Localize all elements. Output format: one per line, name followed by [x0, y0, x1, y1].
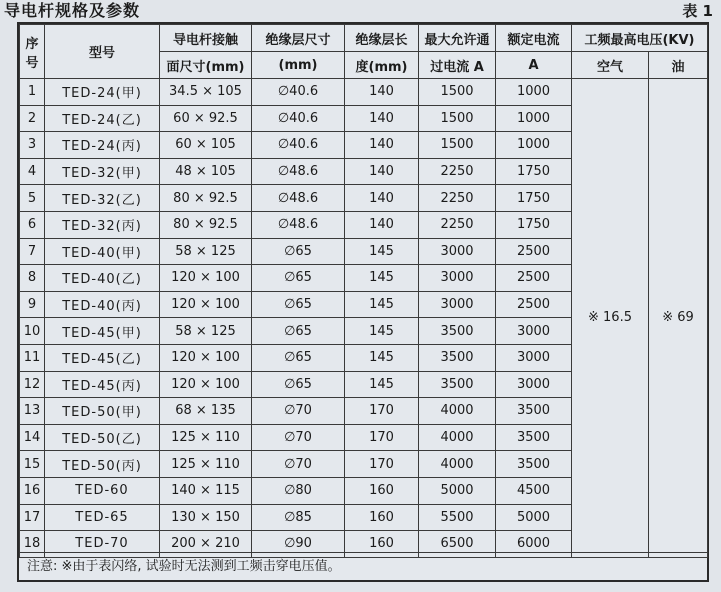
table-body: [20, 79, 708, 558]
cell-insulation-length: 140: [345, 79, 419, 106]
cell-rated-current: 2500: [496, 265, 572, 292]
cell-model: TED-65: [45, 504, 160, 531]
cell-max-current: 5000: [419, 477, 496, 504]
cell-seq: 3: [20, 132, 45, 159]
cell-contact-size: 80 × 92.5: [160, 185, 252, 212]
cell-insulation-size: ∅65: [252, 238, 345, 265]
cell-max-current: 3000: [419, 265, 496, 292]
cell-model: TED-50(甲): [45, 398, 160, 425]
cell-seq: 4: [20, 158, 45, 185]
spec-table-frame: [17, 22, 709, 582]
cell-model: TED-70: [45, 531, 160, 558]
cell-model: TED-45(丙): [45, 371, 160, 398]
cell-insulation-length: 170: [345, 424, 419, 451]
cell-rated-current: 1750: [496, 185, 572, 212]
cell-contact-size: 130 × 150: [160, 504, 252, 531]
cell-insulation-length: 145: [345, 291, 419, 318]
cell-insulation-length: 145: [345, 344, 419, 371]
spec-table: [19, 24, 708, 558]
cell-insulation-size: ∅85: [252, 504, 345, 531]
cell-model: TED-60: [45, 477, 160, 504]
cell-seq: 5: [20, 185, 45, 212]
cell-insulation-size: ∅65: [252, 291, 345, 318]
cell-insulation-size: ∅48.6: [252, 211, 345, 238]
cell-contact-size: 60 × 92.5: [160, 105, 252, 132]
table-header: [20, 25, 708, 79]
cell-max-current: 3500: [419, 344, 496, 371]
cell-seq: 1: [20, 79, 45, 106]
cell-rated-current: 1000: [496, 105, 572, 132]
cell-model: TED-24(甲): [45, 79, 160, 106]
cell-insulation-length: 160: [345, 477, 419, 504]
cell-max-current: 1500: [419, 79, 496, 106]
cell-insulation-size: ∅70: [252, 451, 345, 478]
cell-model: TED-40(甲): [45, 238, 160, 265]
cell-contact-size: 34.5 × 105: [160, 79, 252, 106]
cell-rated-current: 3500: [496, 398, 572, 425]
header-max-current-line1: 最大允许通: [419, 25, 496, 52]
cell-rated-current: 1000: [496, 79, 572, 106]
cell-contact-size: 120 × 100: [160, 371, 252, 398]
cell-model: TED-45(甲): [45, 318, 160, 345]
header-rated-current-line1: 额定电流: [496, 25, 572, 52]
cell-insulation-length: 170: [345, 398, 419, 425]
cell-insulation-length: 170: [345, 451, 419, 478]
cell-insulation-length: 140: [345, 158, 419, 185]
cell-rated-current: 3000: [496, 371, 572, 398]
cell-model: TED-32(乙): [45, 185, 160, 212]
cell-insulation-length: 160: [345, 531, 419, 558]
cell-seq: 6: [20, 211, 45, 238]
cell-insulation-size: ∅80: [252, 477, 345, 504]
cell-contact-size: 120 × 100: [160, 344, 252, 371]
cell-max-current: 1500: [419, 105, 496, 132]
cell-max-current: 3000: [419, 291, 496, 318]
cell-model: TED-32(甲): [45, 158, 160, 185]
cell-seq: 12: [20, 371, 45, 398]
cell-seq: 13: [20, 398, 45, 425]
cell-insulation-length: 140: [345, 105, 419, 132]
footnote: 注意: ※由于表闪络, 试验时无法测到工频击穿电压值。: [19, 552, 707, 580]
cell-voltage-oil: ※ 69: [649, 79, 708, 558]
cell-insulation-size: ∅40.6: [252, 79, 345, 106]
cell-contact-size: 58 × 125: [160, 318, 252, 345]
cell-max-current: 4000: [419, 424, 496, 451]
cell-contact-size: 125 × 110: [160, 424, 252, 451]
cell-rated-current: 3000: [496, 318, 572, 345]
cell-contact-size: 140 × 115: [160, 477, 252, 504]
cell-max-current: 2250: [419, 158, 496, 185]
header-voltage-group: 工频最高电压(KV): [572, 25, 708, 52]
cell-contact-size: 48 × 105: [160, 158, 252, 185]
header-seq-line2: 号: [25, 55, 39, 71]
table-number: 表 1: [682, 2, 713, 20]
cell-model: TED-24(丙): [45, 132, 160, 159]
cell-max-current: 3500: [419, 371, 496, 398]
header-seq-line1: 序: [25, 36, 39, 52]
cell-rated-current: 2500: [496, 238, 572, 265]
header-model: 型号: [45, 25, 160, 79]
cell-max-current: 3000: [419, 238, 496, 265]
cell-insulation-size: ∅65: [252, 371, 345, 398]
cell-seq: 7: [20, 238, 45, 265]
table-row: [20, 79, 708, 106]
cell-model: TED-50(丙): [45, 451, 160, 478]
cell-insulation-size: ∅48.6: [252, 158, 345, 185]
cell-model: TED-24(乙): [45, 105, 160, 132]
cell-max-current: 5500: [419, 504, 496, 531]
cell-seq: 17: [20, 504, 45, 531]
header-oil: 油: [649, 52, 708, 79]
cell-insulation-size: ∅65: [252, 318, 345, 345]
header-air: 空气: [572, 52, 649, 79]
cell-insulation-length: 140: [345, 185, 419, 212]
header-insulation-length-line2: 度(mm): [345, 52, 419, 79]
cell-max-current: 4000: [419, 398, 496, 425]
cell-contact-size: 58 × 125: [160, 238, 252, 265]
cell-seq: 16: [20, 477, 45, 504]
cell-insulation-size: ∅40.6: [252, 132, 345, 159]
cell-rated-current: 3000: [496, 344, 572, 371]
cell-seq: 8: [20, 265, 45, 292]
header-rated-current-line2: A: [496, 52, 572, 79]
cell-max-current: 3500: [419, 318, 496, 345]
cell-insulation-length: 140: [345, 211, 419, 238]
cell-rated-current: 1000: [496, 132, 572, 159]
header-contact-line1: 导电杆接触: [160, 25, 252, 52]
cell-insulation-length: 140: [345, 132, 419, 159]
cell-rated-current: 1750: [496, 158, 572, 185]
cell-rated-current: 6000: [496, 531, 572, 558]
cell-contact-size: 80 × 92.5: [160, 211, 252, 238]
cell-insulation-size: ∅90: [252, 531, 345, 558]
cell-insulation-size: ∅65: [252, 265, 345, 292]
cell-contact-size: 68 × 135: [160, 398, 252, 425]
cell-insulation-length: 160: [345, 504, 419, 531]
cell-model: TED-40(乙): [45, 265, 160, 292]
cell-rated-current: 4500: [496, 477, 572, 504]
cell-contact-size: 125 × 110: [160, 451, 252, 478]
cell-seq: 2: [20, 105, 45, 132]
cell-seq: 9: [20, 291, 45, 318]
header-max-current-line2: 过电流 A: [419, 52, 496, 79]
cell-rated-current: 1750: [496, 211, 572, 238]
cell-rated-current: 3500: [496, 424, 572, 451]
cell-insulation-size: ∅70: [252, 398, 345, 425]
cell-insulation-length: 145: [345, 265, 419, 292]
header-insulation-length-line1: 绝缘层长: [345, 25, 419, 52]
cell-contact-size: 120 × 100: [160, 291, 252, 318]
cell-rated-current: 5000: [496, 504, 572, 531]
cell-voltage-air: ※ 16.5: [572, 79, 649, 558]
cell-seq: 18: [20, 531, 45, 558]
cell-max-current: 6500: [419, 531, 496, 558]
cell-insulation-length: 145: [345, 371, 419, 398]
cell-contact-size: 60 × 105: [160, 132, 252, 159]
cell-seq: 14: [20, 424, 45, 451]
cell-max-current: 4000: [419, 451, 496, 478]
cell-seq: 15: [20, 451, 45, 478]
cell-max-current: 1500: [419, 132, 496, 159]
cell-insulation-length: 145: [345, 238, 419, 265]
cell-model: TED-40(丙): [45, 291, 160, 318]
cell-rated-current: 2500: [496, 291, 572, 318]
cell-model: TED-50(乙): [45, 424, 160, 451]
header-seq: [20, 25, 45, 79]
page-title: 导电杆规格及参数: [4, 1, 141, 20]
cell-contact-size: 200 × 210: [160, 531, 252, 558]
header-contact-line2: 面尺寸(mm): [160, 52, 252, 79]
cell-contact-size: 120 × 100: [160, 265, 252, 292]
cell-insulation-size: ∅65: [252, 344, 345, 371]
header-insulation-size-line2: (mm): [252, 52, 345, 79]
cell-insulation-length: 145: [345, 318, 419, 345]
cell-model: TED-32(丙): [45, 211, 160, 238]
cell-max-current: 2250: [419, 185, 496, 212]
cell-seq: 10: [20, 318, 45, 345]
cell-insulation-size: ∅48.6: [252, 185, 345, 212]
cell-max-current: 2250: [419, 211, 496, 238]
cell-insulation-size: ∅70: [252, 424, 345, 451]
header-insulation-size-line1: 绝缘层尺寸: [252, 25, 345, 52]
cell-rated-current: 3500: [496, 451, 572, 478]
cell-insulation-size: ∅40.6: [252, 105, 345, 132]
cell-seq: 11: [20, 344, 45, 371]
cell-model: TED-45(乙): [45, 344, 160, 371]
